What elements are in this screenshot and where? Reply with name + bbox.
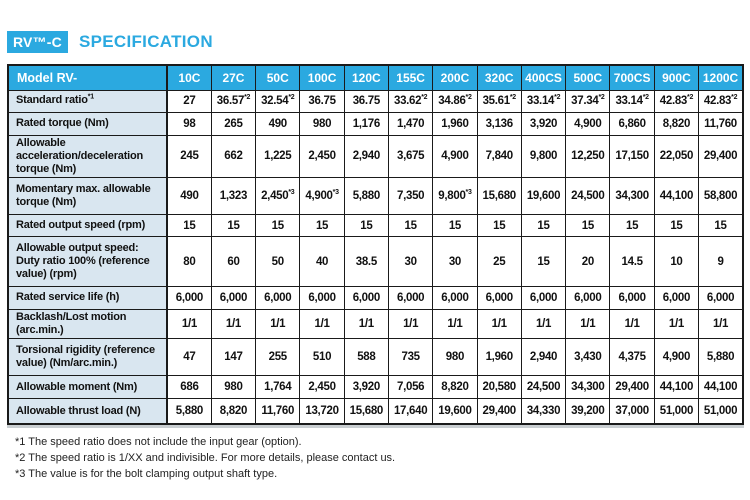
spec-value-cell: 1/1 — [344, 310, 388, 339]
spec-value-cell: 265 — [211, 112, 255, 135]
spec-value-cell: 6,000 — [388, 287, 432, 310]
spec-value-cell: 12,250 — [566, 135, 610, 178]
spec-value-cell: 40 — [300, 237, 344, 287]
model-column-header: 100C — [300, 65, 344, 90]
spec-value-cell: 980 — [433, 339, 477, 376]
spec-row-label: Allowable thrust load (N) — [8, 399, 167, 424]
spec-row — [8, 112, 743, 135]
spec-value-cell: 20,580 — [477, 376, 521, 399]
spec-value-cell: 8,820 — [654, 112, 698, 135]
spec-value-cell: 5,880 — [344, 178, 388, 215]
title-bar — [7, 31, 744, 53]
spec-value-cell: 2,940 — [344, 135, 388, 178]
spec-value-cell: 490 — [167, 178, 211, 215]
spec-value-cell: 3,675 — [388, 135, 432, 178]
spec-value-cell: 2,940 — [521, 339, 565, 376]
spec-value-cell: 34,300 — [610, 178, 654, 215]
spec-value-cell: 8,820 — [433, 376, 477, 399]
model-column-header: Model RV- — [8, 65, 167, 90]
model-column-header: 27C — [211, 65, 255, 90]
spec-value-cell: 1,960 — [433, 112, 477, 135]
spec-row — [8, 135, 743, 178]
spec-value-cell: 19,600 — [433, 399, 477, 424]
spec-value-cell: 1/1 — [566, 310, 610, 339]
spec-value-cell: 6,000 — [344, 287, 388, 310]
spec-value-cell: 662 — [211, 135, 255, 178]
spec-value-cell: 42.83$^{*2}$ — [699, 90, 743, 112]
spec-value-cell: 6,860 — [610, 112, 654, 135]
spec-value-cell: 29,400 — [610, 376, 654, 399]
spec-value-cell: 33.62$^{*2}$ — [388, 90, 432, 112]
spec-value-cell: 58,800 — [699, 178, 743, 215]
spec-value-cell: 34,300 — [566, 376, 610, 399]
spec-table-body — [8, 90, 743, 424]
model-column-header: 320C — [477, 65, 521, 90]
spec-value-cell: 24,500 — [521, 376, 565, 399]
spec-value-cell: 51,000 — [699, 399, 743, 424]
spec-row — [8, 178, 743, 215]
spec-value-cell: 1/1 — [167, 310, 211, 339]
spec-value-cell: 2,450 — [300, 135, 344, 178]
spec-row-label: Allowable moment (Nm) — [8, 376, 167, 399]
spec-value-cell: 9,800$^{*3}$ — [433, 178, 477, 215]
spec-value-cell: 1/1 — [211, 310, 255, 339]
spec-value-cell: 7,840 — [477, 135, 521, 178]
spec-table — [7, 64, 744, 425]
spec-value-cell: 51,000 — [654, 399, 698, 424]
spec-value-cell: 11,760 — [699, 112, 743, 135]
spec-row-label: Standard ratio$^{*1}$ — [8, 90, 167, 112]
spec-value-cell: 5,880 — [167, 399, 211, 424]
spec-value-cell: 36.75 — [344, 90, 388, 112]
spec-value-cell: 35.61$^{*2}$ — [477, 90, 521, 112]
spec-value-cell: 6,000 — [211, 287, 255, 310]
footnote-2: *2 The speed ratio is 1/XX and indivisible. For more details, please contact us. — [15, 451, 396, 464]
spec-value-cell: 147 — [211, 339, 255, 376]
spec-row — [8, 237, 743, 287]
spec-value-cell: 15,680 — [477, 178, 521, 215]
spec-row-label: Momentary max. allowable torque (Nm) — [8, 178, 167, 215]
spec-value-cell: 38.5 — [344, 237, 388, 287]
model-column-header: 500C — [566, 65, 610, 90]
spec-value-cell: 17,150 — [610, 135, 654, 178]
spec-value-cell: 2,450 — [300, 376, 344, 399]
spec-value-cell: 1/1 — [300, 310, 344, 339]
spec-value-cell: 19,600 — [521, 178, 565, 215]
spec-row-label: Rated torque (Nm) — [8, 112, 167, 135]
spec-value-cell: 50 — [256, 237, 300, 287]
spec-value-cell: 34,330 — [521, 399, 565, 424]
spec-value-cell: 30 — [388, 237, 432, 287]
spec-value-cell: 13,720 — [300, 399, 344, 424]
model-column-header: 700CS — [610, 65, 654, 90]
spec-value-cell: 1/1 — [388, 310, 432, 339]
spec-value-cell: 15 — [566, 215, 610, 237]
spec-value-cell: 245 — [167, 135, 211, 178]
spec-value-cell: 1/1 — [256, 310, 300, 339]
spec-value-cell: 1/1 — [610, 310, 654, 339]
spec-row — [8, 287, 743, 310]
spec-value-cell: 15 — [521, 237, 565, 287]
spec-value-cell: 7,056 — [388, 376, 432, 399]
footnotes — [7, 435, 744, 483]
spec-row — [8, 399, 743, 424]
model-column-header: 900C — [654, 65, 698, 90]
spec-value-cell: 6,000 — [300, 287, 344, 310]
spec-value-cell: 25 — [477, 237, 521, 287]
spec-row — [8, 310, 743, 339]
spec-value-cell: 2,450$^{*3}$ — [256, 178, 300, 215]
spec-value-cell: 6,000 — [521, 287, 565, 310]
spec-value-cell: 588 — [344, 339, 388, 376]
spec-value-cell: 15 — [477, 215, 521, 237]
spec-value-cell: 3,136 — [477, 112, 521, 135]
spec-value-cell: 1,764 — [256, 376, 300, 399]
spec-value-cell: 36.57$^{*2}$ — [211, 90, 255, 112]
spec-value-cell: 15 — [344, 215, 388, 237]
spec-value-cell: 6,000 — [699, 287, 743, 310]
spec-row-label: Torsional rigidity (reference value) (Nm/arc.min.) — [8, 339, 167, 376]
spec-value-cell: 1/1 — [654, 310, 698, 339]
spec-value-cell: 6,000 — [256, 287, 300, 310]
spec-value-cell: 15 — [256, 215, 300, 237]
spec-row — [8, 339, 743, 376]
spec-value-cell: 980 — [211, 376, 255, 399]
spec-row — [8, 215, 743, 237]
spec-value-cell: 17,640 — [388, 399, 432, 424]
spec-value-cell: 4,900$^{*3}$ — [300, 178, 344, 215]
spec-value-cell: 15 — [211, 215, 255, 237]
spec-value-cell: 98 — [167, 112, 211, 135]
spec-row — [8, 90, 743, 112]
spec-value-cell: 1,176 — [344, 112, 388, 135]
spec-value-cell: 1,323 — [211, 178, 255, 215]
spec-value-cell: 15 — [433, 215, 477, 237]
spec-value-cell: 11,760 — [256, 399, 300, 424]
spec-value-cell: 42.83$^{*2}$ — [654, 90, 698, 112]
spec-value-cell: 4,375 — [610, 339, 654, 376]
spec-value-cell: 5,880 — [699, 339, 743, 376]
spec-value-cell: 37.34$^{*2}$ — [566, 90, 610, 112]
spec-value-cell: 735 — [388, 339, 432, 376]
spec-value-cell: 6,000 — [477, 287, 521, 310]
spec-value-cell: 1/1 — [477, 310, 521, 339]
model-column-header: 400CS — [521, 65, 565, 90]
spec-value-cell: 22,050 — [654, 135, 698, 178]
spec-value-cell: 980 — [300, 112, 344, 135]
spec-value-cell: 1,225 — [256, 135, 300, 178]
spec-value-cell: 9 — [699, 237, 743, 287]
footnote-1: *1 The speed ratio does not include the input gear (option). — [15, 435, 302, 448]
spec-value-cell: 27 — [167, 90, 211, 112]
spec-row-label: Allowable output speed: Duty ratio 100% (reference value) (rpm) — [8, 237, 167, 287]
spec-value-cell: 39,200 — [566, 399, 610, 424]
spec-value-cell: 6,000 — [433, 287, 477, 310]
spec-row-label: Backlash/Lost motion (arc.min.) — [8, 310, 167, 339]
model-column-header: 155C — [388, 65, 432, 90]
spec-value-cell: 7,350 — [388, 178, 432, 215]
spec-value-cell: 29,400 — [477, 399, 521, 424]
spec-value-cell: 24,500 — [566, 178, 610, 215]
spec-row — [8, 376, 743, 399]
spec-value-cell: 3,920 — [521, 112, 565, 135]
model-column-header: 1200C — [699, 65, 743, 90]
spec-value-cell: 6,000 — [610, 287, 654, 310]
spec-row-label: Rated output speed (rpm) — [8, 215, 167, 237]
model-column-header: 120C — [344, 65, 388, 90]
spec-value-cell: 44,100 — [699, 376, 743, 399]
spec-value-cell: 1/1 — [433, 310, 477, 339]
spec-value-cell: 44,100 — [654, 178, 698, 215]
spec-value-cell: 14.5 — [610, 237, 654, 287]
spec-value-cell: 15 — [388, 215, 432, 237]
spec-value-cell: 47 — [167, 339, 211, 376]
spec-value-cell: 686 — [167, 376, 211, 399]
product-badge: RV™-C — [7, 31, 68, 53]
spec-value-cell: 8,820 — [211, 399, 255, 424]
spec-value-cell: 15 — [167, 215, 211, 237]
spec-value-cell: 490 — [256, 112, 300, 135]
spec-row-label: Allowable acceleration/deceleration torque (Nm) — [8, 135, 167, 178]
spec-value-cell: 255 — [256, 339, 300, 376]
spec-value-cell: 510 — [300, 339, 344, 376]
spec-value-cell: 15 — [654, 215, 698, 237]
spec-value-cell: 9,800 — [521, 135, 565, 178]
spec-value-cell: 4,900 — [654, 339, 698, 376]
spec-value-cell: 1,960 — [477, 339, 521, 376]
footnote-3: *3 The value is for the bolt clamping output shaft type. — [15, 467, 278, 480]
spec-value-cell: 80 — [167, 237, 211, 287]
spec-value-cell: 10 — [654, 237, 698, 287]
spec-value-cell: 37,000 — [610, 399, 654, 424]
spec-value-cell: 60 — [211, 237, 255, 287]
spec-value-cell: 6,000 — [654, 287, 698, 310]
spec-value-cell: 30 — [433, 237, 477, 287]
spec-value-cell: 15 — [521, 215, 565, 237]
spec-value-cell: 15 — [300, 215, 344, 237]
spec-value-cell: 20 — [566, 237, 610, 287]
spec-table-header — [8, 65, 743, 90]
spec-value-cell: 15 — [610, 215, 654, 237]
spec-value-cell: 15 — [699, 215, 743, 237]
model-column-header: 200C — [433, 65, 477, 90]
model-column-header: 50C — [256, 65, 300, 90]
spec-value-cell: 32.54$^{*2}$ — [256, 90, 300, 112]
model-column-header: 10C — [167, 65, 211, 90]
spec-value-cell: 33.14$^{*2}$ — [521, 90, 565, 112]
spec-value-cell: 3,430 — [566, 339, 610, 376]
spec-value-cell: 44,100 — [654, 376, 698, 399]
spec-value-cell: 4,900 — [433, 135, 477, 178]
page-title: SPECIFICATION — [78, 32, 213, 51]
spec-value-cell: 4,900 — [566, 112, 610, 135]
spec-value-cell: 34.86$^{*2}$ — [433, 90, 477, 112]
spec-value-cell: 3,920 — [344, 376, 388, 399]
spec-value-cell: 1,470 — [388, 112, 432, 135]
spec-value-cell: 6,000 — [566, 287, 610, 310]
spec-value-cell: 1/1 — [521, 310, 565, 339]
spec-value-cell: 29,400 — [699, 135, 743, 178]
spec-value-cell: 15,680 — [344, 399, 388, 424]
spec-value-cell: 6,000 — [167, 287, 211, 310]
spec-value-cell: 33.14$^{*2}$ — [610, 90, 654, 112]
spec-row-label: Rated service life (h) — [8, 287, 167, 310]
spec-value-cell: 36.75 — [300, 90, 344, 112]
spec-value-cell: 1/1 — [699, 310, 743, 339]
